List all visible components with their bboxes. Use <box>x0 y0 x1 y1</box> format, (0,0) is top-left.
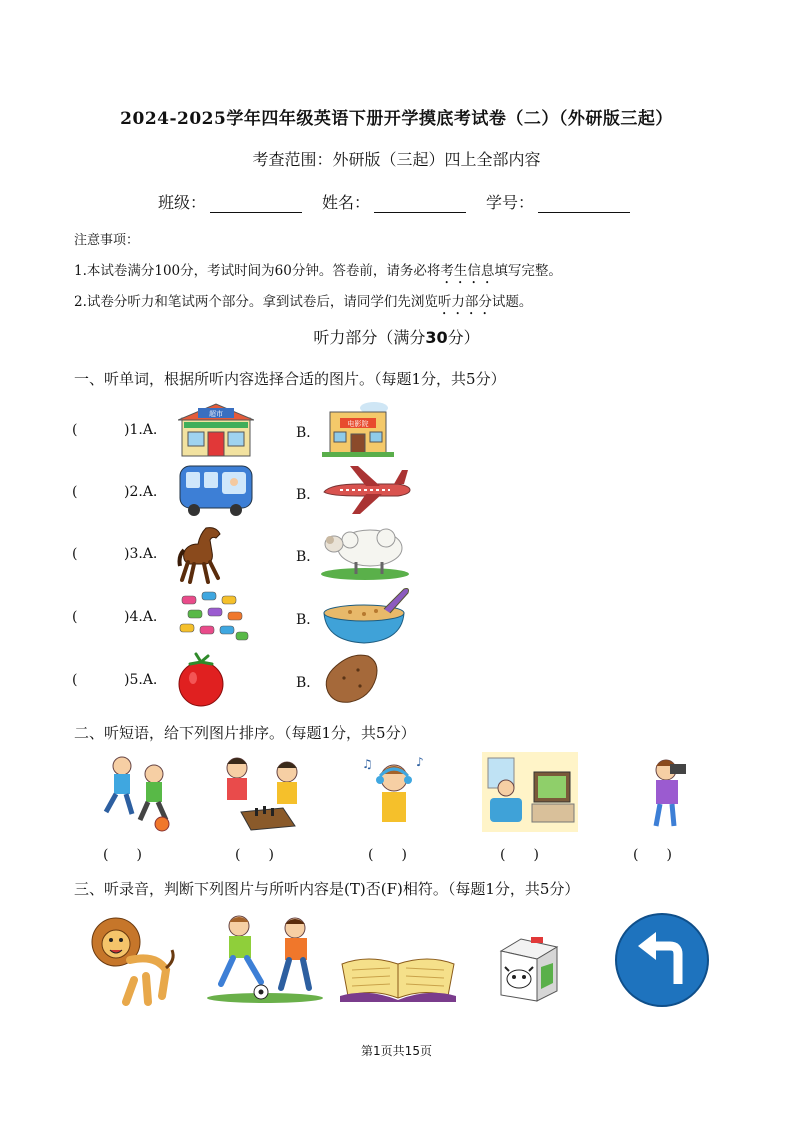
horse-icon <box>176 522 226 584</box>
listening-heading-score: 30 <box>425 328 448 347</box>
name-blank[interactable] <box>374 194 466 213</box>
turn-left-sign-icon <box>614 912 710 1008</box>
q1-row-5-b-label: B． <box>296 675 321 691</box>
book-icon <box>338 950 458 1004</box>
candy-icon <box>176 588 252 644</box>
supermarket-icon <box>178 400 254 458</box>
cinema-sign: 电影院 <box>347 420 369 428</box>
boy-tv-icon <box>482 752 578 832</box>
answer-paren[interactable]: ( <box>72 422 78 438</box>
id-blank[interactable] <box>538 194 630 213</box>
notice-line-2-text: 2.试卷分听力和笔试两个部分。拿到试卷后，请同学们先浏览 <box>74 294 438 310</box>
plane-icon <box>320 462 412 518</box>
q1-row-3-label <box>72 546 157 562</box>
soup-bowl-icon <box>320 585 412 647</box>
notice-line-2 <box>74 290 532 318</box>
notice-line-2-emphasis: 听力部分 <box>437 294 492 310</box>
q2-paren-1[interactable]: ( ) <box>103 847 142 863</box>
lion-icon <box>86 910 178 1010</box>
q1-row-1-label <box>72 422 157 438</box>
q1-row-1-b-label: B． <box>296 425 321 441</box>
notice-line-1-end: 填写完整。 <box>494 263 562 279</box>
class-label: 班级： <box>158 193 207 212</box>
supermarket-sign: 超市 <box>209 410 223 418</box>
q1-row-3-b-label: B． <box>296 549 321 565</box>
answer-paren[interactable]: ( <box>72 672 78 688</box>
potato-icon <box>320 648 382 706</box>
music-note-icon: ♫ <box>362 757 373 771</box>
option-a-label: )5.A. <box>124 672 158 688</box>
listening-heading-text: 听力部分（满分 <box>313 328 426 347</box>
notice-heading: 注意事项： <box>74 233 140 248</box>
student-info-row <box>158 190 650 213</box>
exam-scope: 考查范围：外研版（三起）四上全部内容 <box>252 150 541 169</box>
answer-paren[interactable]: ( <box>72 546 78 562</box>
option-a-label: )4.A. <box>124 609 158 625</box>
notice-line-2-end: 试题。 <box>491 294 533 310</box>
tomato-icon <box>176 648 226 708</box>
q2-paren-4[interactable]: ( ) <box>500 847 539 863</box>
boys-football-icon <box>100 752 178 832</box>
q1-row-4-b-label: B． <box>296 612 321 628</box>
cinema-icon <box>322 400 394 458</box>
boys-soccer-icon <box>205 912 325 1004</box>
notice-line-1-text: 1.本试卷满分100分，考试时间为60分钟。答卷前，请务必将 <box>74 263 441 279</box>
music-note-icon: ♪ <box>416 755 424 769</box>
bus-icon <box>176 462 256 518</box>
option-a-label: )3.A. <box>124 546 158 562</box>
notice-line-1-emphasis: 考生信息 <box>440 263 495 279</box>
option-a-label: )2.A. <box>124 484 158 500</box>
notice-line-1 <box>74 259 562 287</box>
kids-chess-icon <box>215 752 307 832</box>
q2-title: 二、听短语，给下列图片排序。（每题1分，共5分） <box>74 724 416 742</box>
q3-title: 三、听录音，判断下列图片与所听内容是(T)否(F)相符。（每题1分，共5分） <box>74 880 580 898</box>
milk-carton-icon <box>493 935 565 1005</box>
q1-row-4-label <box>72 609 157 625</box>
page-number: 第1页共15页 <box>361 1044 432 1058</box>
girl-camera-icon <box>640 752 700 832</box>
sheep-icon <box>320 520 410 580</box>
answer-paren[interactable]: ( <box>72 484 78 500</box>
q2-paren-5[interactable]: ( ) <box>633 847 672 863</box>
page-title: 2024-2025学年四年级英语下册开学摸底考试卷（二）（外研版三起） <box>120 109 673 129</box>
q1-row-2-label <box>72 484 157 500</box>
listening-section-heading <box>0 325 793 348</box>
q1-row-5-label <box>72 672 157 688</box>
q2-paren-2[interactable]: ( ) <box>235 847 274 863</box>
id-label: 学号： <box>486 193 535 212</box>
q1-row-2-b-label: B． <box>296 487 321 503</box>
class-blank[interactable] <box>210 194 302 213</box>
girl-music-icon <box>360 752 432 832</box>
listening-heading-end: 分） <box>447 328 480 347</box>
q1-title: 一、听单词，根据所听内容选择合适的图片。（每题1分，共5分） <box>74 370 506 388</box>
name-label: 姓名： <box>322 193 371 212</box>
answer-paren[interactable]: ( <box>72 609 78 625</box>
q2-paren-3[interactable]: ( ) <box>368 847 407 863</box>
option-a-label: )1.A. <box>124 422 158 438</box>
